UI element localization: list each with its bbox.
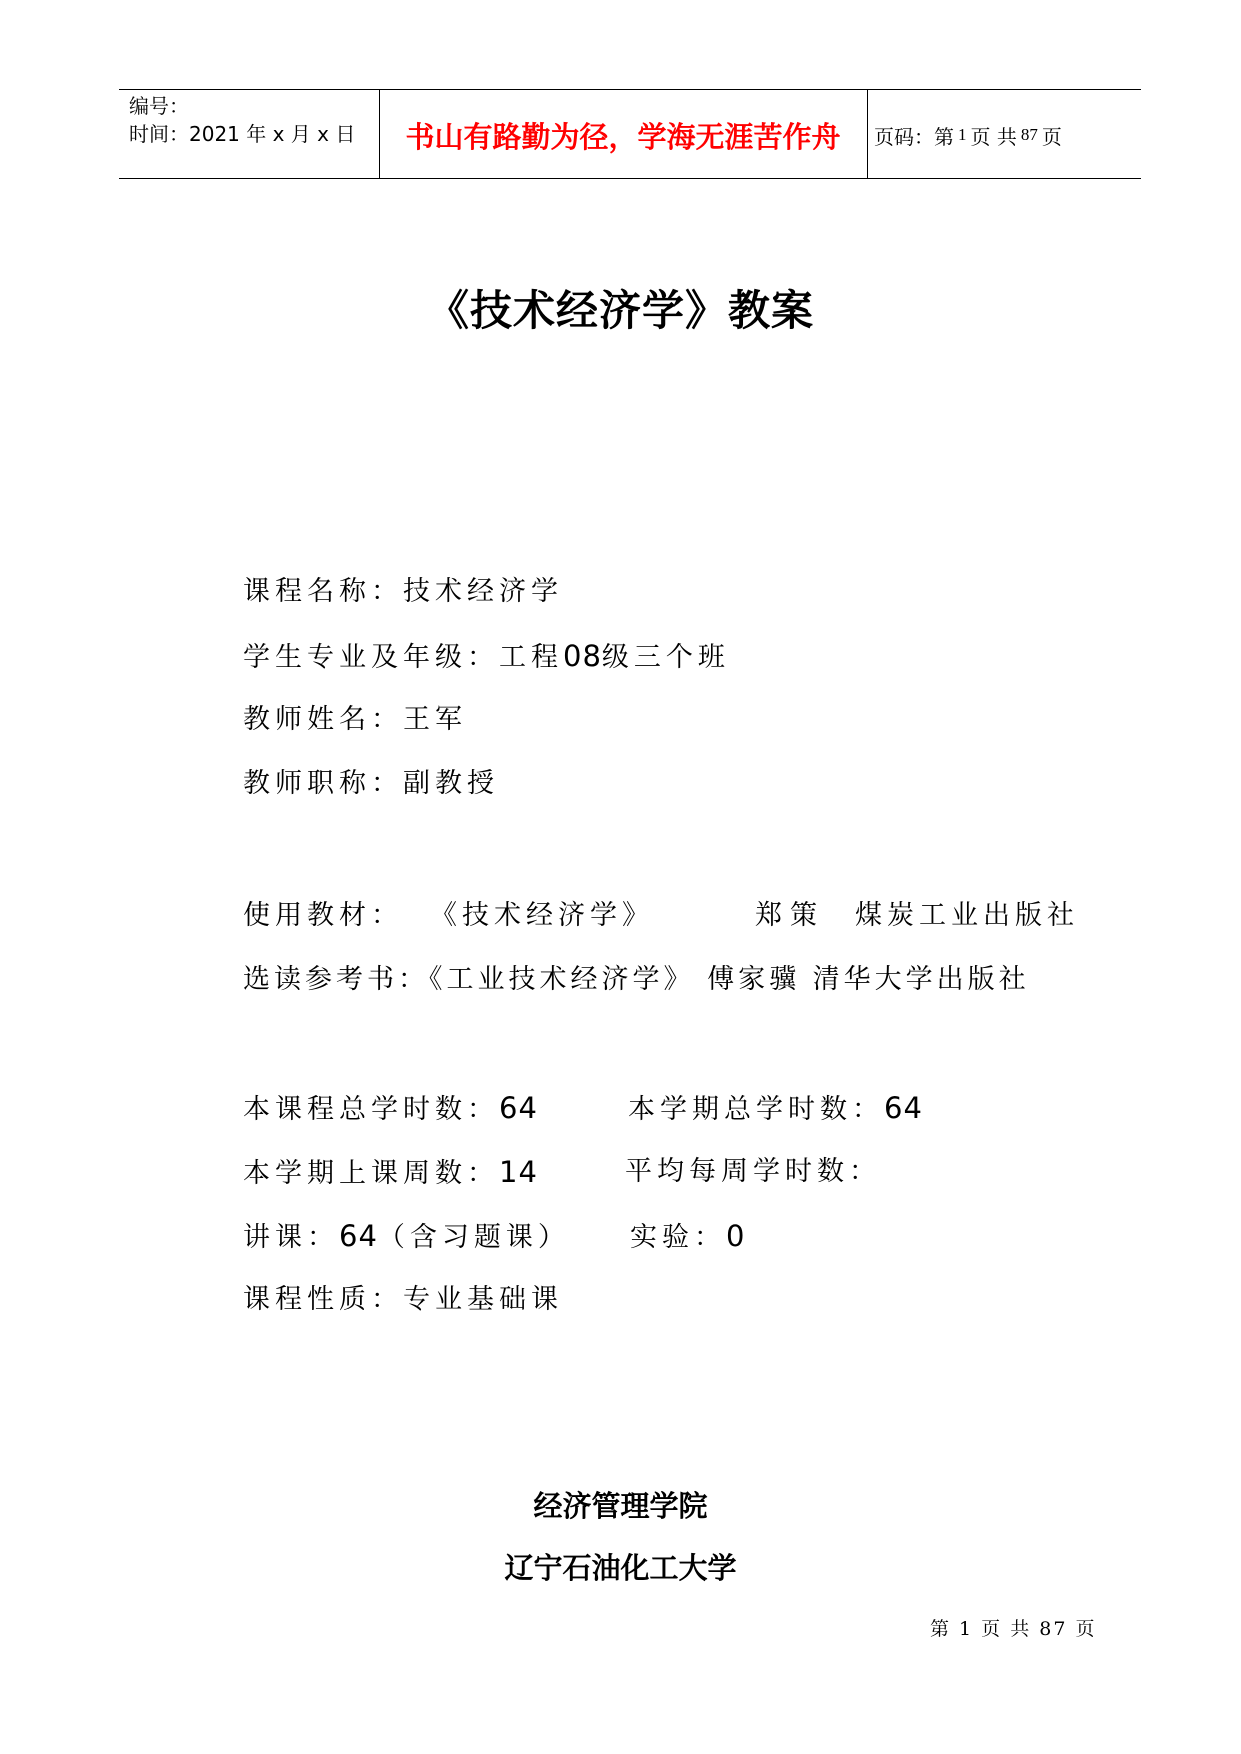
header-motto: 书山有路勤为径，学海无涯苦作舟 (405, 119, 841, 154)
lecture-hours: 64 (339, 1219, 378, 1253)
weeks (243, 1154, 538, 1192)
lab-label: 实验： (630, 1222, 726, 1253)
term-hours-value: 64 (884, 1091, 923, 1125)
school-name: 经济管理学院 (533, 1489, 708, 1523)
weeks-value: 14 (499, 1155, 538, 1189)
major-grade (243, 638, 730, 676)
teacher-name: 教师姓名：王军 (243, 704, 467, 735)
textbook-author: 郑策 (755, 900, 825, 931)
page-mid: 页 共 (970, 124, 1017, 149)
lab-hours: 0 (726, 1219, 746, 1253)
teacher-title: 教师职称：副教授 (243, 768, 499, 799)
page-end: 页 (1041, 124, 1062, 149)
textbook-title: 《技术经济学》 (430, 900, 654, 931)
weeks-label: 本学期上课周数： (243, 1158, 499, 1189)
document-title: 《技术经济学》教案 (426, 286, 814, 335)
header-page-info (874, 90, 1062, 180)
textbook-publisher: 煤炭工业出版社 (855, 900, 1079, 931)
total-hours-label: 本课程总学时数： (243, 1094, 499, 1125)
document-date: 时间：2021 年 x 月 x 日 (129, 122, 356, 146)
document-number-label: 编号： (129, 94, 189, 118)
course-name: 课程名称：技术经济学 (243, 576, 563, 607)
university-name: 辽宁石油化工大学 (504, 1551, 737, 1585)
lab (630, 1218, 745, 1256)
textbook (243, 898, 403, 934)
textbook-label: 使用教材： (243, 900, 403, 931)
avg-hours: 平均每周学时数： (625, 1156, 881, 1187)
page-header (119, 89, 1141, 179)
page-total: 87 (1020, 125, 1038, 144)
total-hours-value: 64 (499, 1091, 538, 1125)
page-footer-number: 第 1 页 共 87 页 (930, 1618, 1097, 1640)
major-grade-number: 08 (563, 639, 602, 673)
term-hours-label: 本学期总学时数： (628, 1094, 884, 1125)
header-meta (129, 92, 355, 148)
lecture (243, 1218, 570, 1256)
page-label: 页码：第 (874, 124, 954, 149)
total-hours (243, 1090, 538, 1128)
major-grade-rest: 级三个班 (601, 642, 730, 673)
lecture-note: （含习题课） (377, 1222, 570, 1253)
lecture-label: 讲课： (243, 1222, 339, 1253)
major-grade-label: 学生专业及年级：工程 (243, 642, 563, 673)
header-divider (867, 90, 868, 178)
page-current: 1 (958, 125, 967, 144)
course-nature: 课程性质：专业基础课 (243, 1284, 563, 1315)
term-hours (628, 1090, 923, 1128)
reference-book: 选读参考书：《工业技术经济学》 傅家骥 清华大学出版社 (243, 964, 1030, 995)
